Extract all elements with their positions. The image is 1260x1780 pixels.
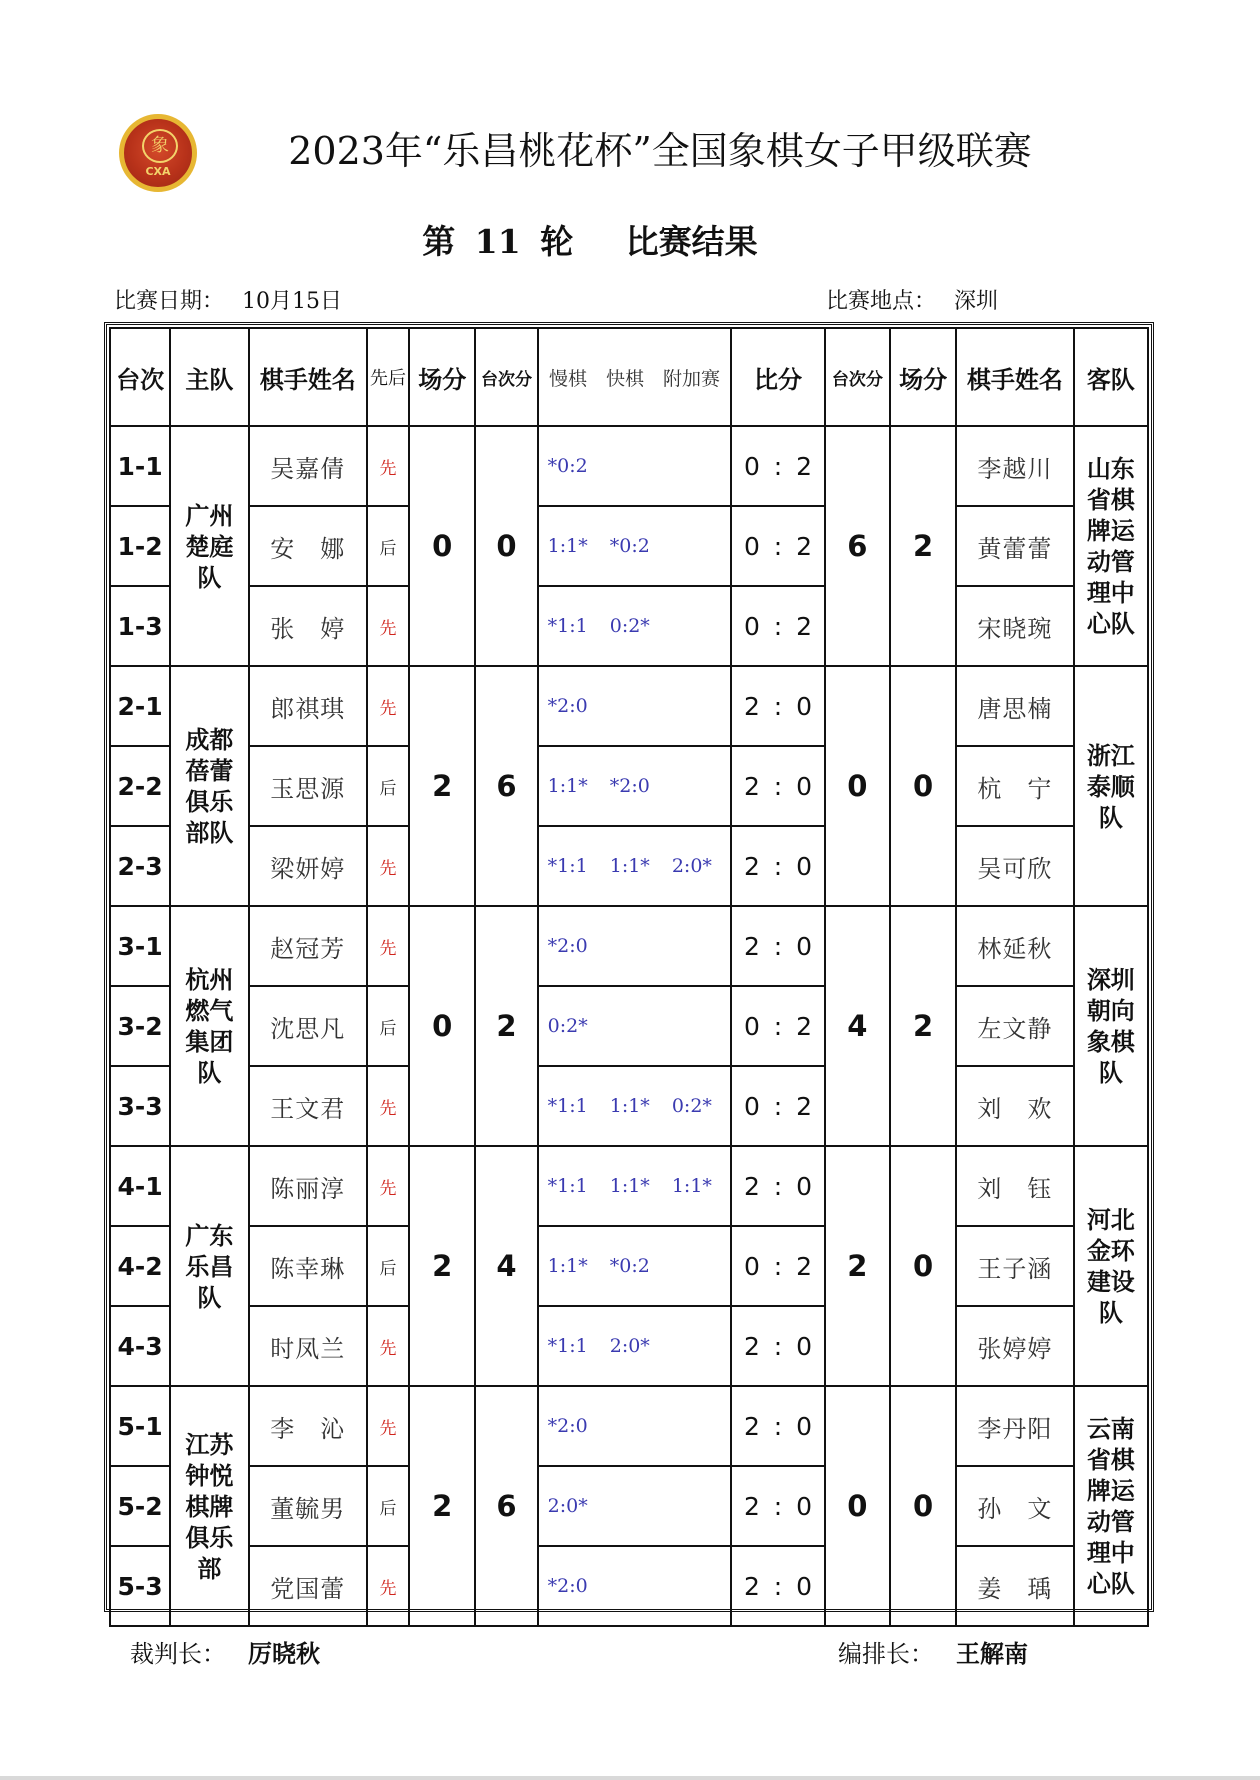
home-team: 成都蓓蕾俱乐部队	[170, 666, 248, 906]
table-row	[110, 1146, 1148, 1226]
game-results: *1:1 2:0*	[538, 1306, 732, 1386]
home-team: 广州楚庭队	[170, 426, 248, 666]
board-score: 2 : 0	[731, 1546, 824, 1626]
home-team: 杭州燃气集团队	[170, 906, 248, 1146]
board-number: 2-1	[110, 666, 170, 746]
match-date	[114, 284, 342, 315]
game-results: *1:1 1:1* 0:2*	[538, 1066, 732, 1146]
home-board-points: 2	[475, 906, 537, 1146]
game-results: *2:0	[538, 666, 732, 746]
cxa-logo	[119, 114, 197, 192]
table-row	[110, 746, 1148, 826]
pairing-officer-label: 编排长：	[838, 1640, 934, 1668]
move-order: 先	[367, 1386, 409, 1466]
home-player: 时凤兰	[249, 1306, 367, 1386]
move-order: 后	[367, 986, 409, 1066]
away-match-points: 0	[890, 666, 956, 906]
game-results: 1:1* *2:0	[538, 746, 732, 826]
game-results: 2:0*	[538, 1466, 732, 1546]
move-order: 先	[367, 906, 409, 986]
match-venue	[826, 284, 998, 315]
away-board-points: 2	[825, 1146, 890, 1386]
date-value: 10月15日	[242, 289, 343, 314]
home-board-points: 6	[475, 666, 537, 906]
home-player: 吴嘉倩	[249, 426, 367, 506]
col-home-team: 主队	[170, 328, 248, 426]
table-row	[110, 1546, 1148, 1626]
board-score: 2 : 0	[731, 1386, 824, 1466]
home-player: 李 沁	[249, 1386, 367, 1466]
move-order: 后	[367, 1226, 409, 1306]
move-order: 后	[367, 1466, 409, 1546]
home-board-points: 0	[475, 426, 537, 666]
board-score: 2 : 0	[731, 906, 824, 986]
col-result: 比分	[731, 328, 824, 426]
home-player: 张 婷	[249, 586, 367, 666]
away-player: 李越川	[956, 426, 1073, 506]
board-number: 1-2	[110, 506, 170, 586]
away-team: 山东省棋牌运动管理中心队	[1074, 426, 1148, 666]
game-results: *2:0	[538, 906, 732, 986]
home-player: 党国蕾	[249, 1546, 367, 1626]
table-row	[110, 986, 1148, 1066]
page-title: 2023年“乐昌桃花杯”全国象棋女子甲级联赛	[288, 129, 1032, 173]
away-player: 杭 宁	[956, 746, 1073, 826]
game-results: 1:1* *0:2	[538, 1226, 732, 1306]
home-match-points: 0	[409, 906, 475, 1146]
away-team: 河北金环建设队	[1074, 1146, 1148, 1386]
move-order: 先	[367, 1546, 409, 1626]
game-results: *2:0	[538, 1386, 732, 1466]
pairing-officer-name: 王解南	[956, 1639, 1028, 1668]
page-bottom-divider	[0, 1776, 1260, 1780]
board-score: 0 : 2	[731, 586, 824, 666]
away-board-points: 4	[825, 906, 890, 1146]
results-table-frame	[104, 322, 1154, 1612]
away-player: 左文静	[956, 986, 1073, 1066]
away-team: 浙江泰顺队	[1074, 666, 1148, 906]
table-row	[110, 586, 1148, 666]
away-team: 深圳朝向象棋队	[1074, 906, 1148, 1146]
board-number: 3-2	[110, 986, 170, 1066]
away-team: 云南省棋牌运动管理中心队	[1074, 1386, 1148, 1626]
board-score: 2 : 0	[731, 1146, 824, 1226]
away-board-points: 6	[825, 426, 890, 666]
board-number: 1-1	[110, 426, 170, 506]
game-results: *0:2	[538, 426, 732, 506]
board-number: 4-3	[110, 1306, 170, 1386]
home-team: 江苏钟悦棋牌俱乐部	[170, 1386, 248, 1626]
away-match-points: 0	[890, 1386, 956, 1626]
board-number: 5-2	[110, 1466, 170, 1546]
board-score: 2 : 0	[731, 826, 824, 906]
table-row	[110, 506, 1148, 586]
away-player: 李丹阳	[956, 1386, 1073, 1466]
results-table	[109, 327, 1149, 1627]
table-row	[110, 906, 1148, 986]
away-player: 刘 钰	[956, 1146, 1073, 1226]
home-team: 广东乐昌队	[170, 1146, 248, 1386]
col-away-team: 客队	[1074, 328, 1148, 426]
board-number: 5-3	[110, 1546, 170, 1626]
game-results: *1:1 0:2*	[538, 586, 732, 666]
move-order: 后	[367, 746, 409, 826]
home-match-points: 0	[409, 426, 475, 666]
venue-label: 比赛地点：	[826, 289, 937, 314]
game-results: *2:0	[538, 1546, 732, 1626]
pairing-officer	[838, 1634, 1028, 1669]
table-header-row	[110, 328, 1148, 426]
table-row	[110, 826, 1148, 906]
col-home-match-points: 场分	[409, 328, 475, 426]
move-order: 先	[367, 586, 409, 666]
game-results: *1:1 1:1* 2:0*	[538, 826, 732, 906]
move-order: 先	[367, 426, 409, 506]
col-home-board-points: 台次分	[475, 328, 537, 426]
away-player: 张婷婷	[956, 1306, 1073, 1386]
col-order: 先后	[367, 328, 409, 426]
home-player: 陈幸琳	[249, 1226, 367, 1306]
table-row	[110, 1466, 1148, 1546]
board-score: 2 : 0	[731, 1466, 824, 1546]
away-player: 唐思楠	[956, 666, 1073, 746]
venue-value: 深圳	[954, 289, 999, 314]
col-away-board-points: 台次分	[825, 328, 890, 426]
home-match-points: 2	[409, 1386, 475, 1626]
round-subtitle: 第 11 轮 比赛结果	[422, 222, 758, 261]
table-row	[110, 1226, 1148, 1306]
away-player: 黄蕾蕾	[956, 506, 1073, 586]
board-number: 1-3	[110, 586, 170, 666]
away-match-points: 2	[890, 906, 956, 1146]
home-player: 沈思凡	[249, 986, 367, 1066]
away-player: 姜 瑀	[956, 1546, 1073, 1626]
home-player: 陈丽淳	[249, 1146, 367, 1226]
game-results: *1:1 1:1* 1:1*	[538, 1146, 732, 1226]
board-score: 0 : 2	[731, 506, 824, 586]
board-number: 3-3	[110, 1066, 170, 1146]
move-order: 先	[367, 1066, 409, 1146]
chief-referee	[130, 1634, 320, 1669]
chief-referee-name: 厉晓秋	[248, 1639, 320, 1668]
away-board-points: 0	[825, 666, 890, 906]
away-player: 王子涵	[956, 1226, 1073, 1306]
away-player: 孙 文	[956, 1466, 1073, 1546]
home-board-points: 4	[475, 1146, 537, 1386]
table-row	[110, 1386, 1148, 1466]
home-player: 梁妍婷	[249, 826, 367, 906]
board-number: 2-3	[110, 826, 170, 906]
away-player: 林延秋	[956, 906, 1073, 986]
home-player: 玉思源	[249, 746, 367, 826]
chief-referee-label: 裁判长：	[130, 1640, 226, 1668]
board-number: 4-2	[110, 1226, 170, 1306]
home-match-points: 2	[409, 666, 475, 906]
col-away-player: 棋手姓名	[956, 328, 1073, 426]
col-away-match-points: 场分	[890, 328, 956, 426]
date-label: 比赛日期：	[114, 289, 225, 314]
home-match-points: 2	[409, 1146, 475, 1386]
away-player: 吴可欣	[956, 826, 1073, 906]
move-order: 先	[367, 1146, 409, 1226]
away-match-points: 2	[890, 426, 956, 666]
board-score: 0 : 2	[731, 1066, 824, 1146]
board-number: 3-1	[110, 906, 170, 986]
col-home-player: 棋手姓名	[249, 328, 367, 426]
board-number: 4-1	[110, 1146, 170, 1226]
move-order: 先	[367, 1306, 409, 1386]
board-score: 2 : 0	[731, 1306, 824, 1386]
table-row	[110, 666, 1148, 746]
board-score: 0 : 2	[731, 426, 824, 506]
move-order: 先	[367, 666, 409, 746]
game-results: 0:2*	[538, 986, 732, 1066]
board-number: 2-2	[110, 746, 170, 826]
table-row	[110, 1306, 1148, 1386]
table-row	[110, 426, 1148, 506]
table-row	[110, 1066, 1148, 1146]
home-player: 董毓男	[249, 1466, 367, 1546]
board-score: 0 : 2	[731, 1226, 824, 1306]
game-results: 1:1* *0:2	[538, 506, 732, 586]
home-player: 王文君	[249, 1066, 367, 1146]
home-board-points: 6	[475, 1386, 537, 1626]
logo-abbr: CXA	[145, 165, 171, 178]
col-board: 台次	[110, 328, 170, 426]
logo-seal: 象	[142, 129, 178, 163]
board-score: 2 : 0	[731, 746, 824, 826]
away-player: 宋晓琬	[956, 586, 1073, 666]
away-board-points: 0	[825, 1386, 890, 1626]
home-player: 安 娜	[249, 506, 367, 586]
home-player: 赵冠芳	[249, 906, 367, 986]
board-score: 0 : 2	[731, 986, 824, 1066]
board-score: 2 : 0	[731, 666, 824, 746]
move-order: 后	[367, 506, 409, 586]
board-number: 5-1	[110, 1386, 170, 1466]
home-player: 郎祺琪	[249, 666, 367, 746]
col-games: 慢棋 快棋 附加赛	[538, 328, 732, 426]
away-player: 刘 欢	[956, 1066, 1073, 1146]
move-order: 先	[367, 826, 409, 906]
away-match-points: 0	[890, 1146, 956, 1386]
